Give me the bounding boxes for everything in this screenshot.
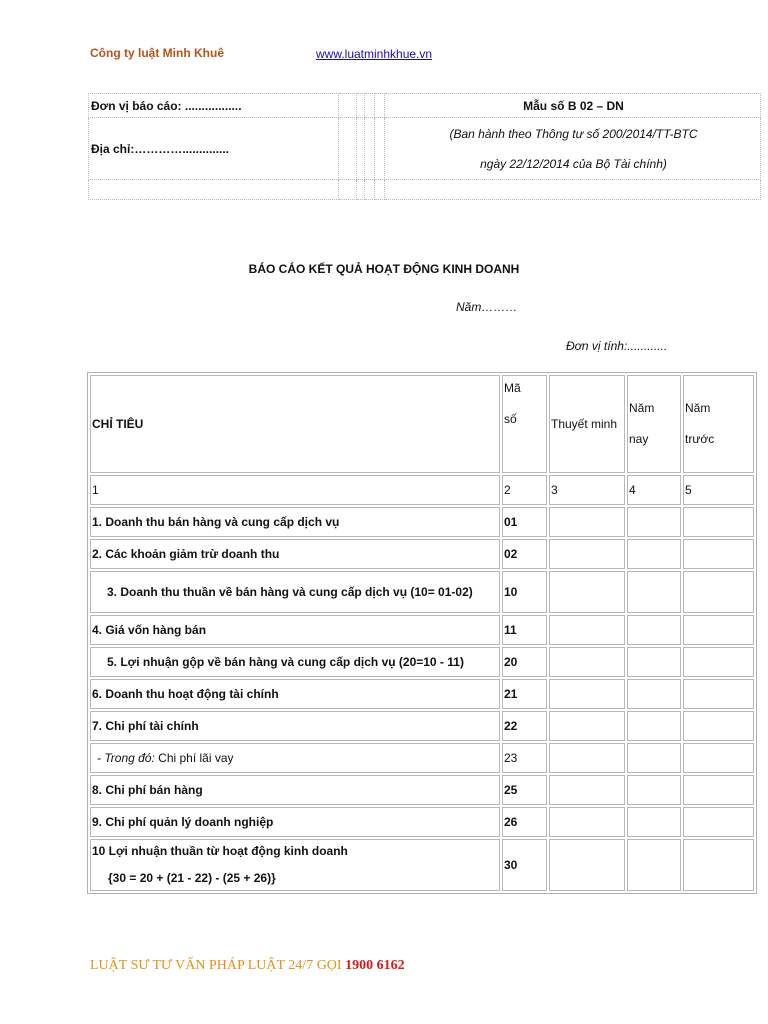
table-row: 6. Doanh thu hoạt động tài chính 21 xyxy=(90,679,754,709)
form-number: Mẫu số B 02 – DN xyxy=(385,94,761,118)
header-item: CHỈ TIÊU xyxy=(90,375,500,473)
table-row: 10 Lợi nhuận thuần từ hoạt động kinh doanh {30 = 20 + (21 - 22) - (25 + 26)} 30 xyxy=(90,839,754,891)
reporting-unit: Đơn vị báo cáo: ................. xyxy=(89,94,339,118)
company-name: Công ty luật Minh Khuê xyxy=(90,46,224,60)
table-row: 5. Lợi nhuận gộp về bán hàng và cung cấp dịch vụ (20=10 - 11) 20 xyxy=(90,647,754,677)
header-note: Thuyết minh xyxy=(549,375,625,473)
report-year: Năm……… xyxy=(456,300,518,314)
table-row: 9. Chi phí quản lý doanh nghiệp 26 xyxy=(90,807,754,837)
issued-line-2: ngày 22/12/2014 của Bộ Tài chính) xyxy=(480,156,667,171)
income-statement-table xyxy=(87,372,757,894)
issued-line-1: (Ban hành theo Thông tư số 200/2014/TT-BTC xyxy=(449,126,698,141)
table-row: 3. Doanh thu thuần về bán hàng và cung cấp dịch vụ (10= 01-02) 10 xyxy=(90,571,754,613)
header-this-year: Năm nay xyxy=(627,375,681,473)
column-number-row: 1 2 3 4 5 xyxy=(90,475,754,505)
footer-phone[interactable]: 1900 6162 xyxy=(345,958,405,973)
table-row: 2. Các khoản giảm trừ doanh thu 02 xyxy=(90,539,754,569)
address: Địa chỉ:………….............. xyxy=(89,118,339,180)
table-row: 8. Chi phí bán hàng 25 xyxy=(90,775,754,805)
footer-hotline xyxy=(90,958,405,974)
report-title: BÁO CÁO KẾT QUẢ HOẠT ĐỘNG KINH DOANH xyxy=(248,262,520,276)
table-row: 7. Chi phí tài chính 22 xyxy=(90,711,754,741)
form-header-table xyxy=(88,93,761,200)
table-row: - Trong đó: Chi phí lãi vay 23 xyxy=(90,743,754,773)
header-code: Mã số xyxy=(502,375,547,473)
table-row: 1. Doanh thu bán hàng và cung cấp dịch vụ 01 xyxy=(90,507,754,537)
report-unit: Đơn vị tính:............ xyxy=(566,339,668,353)
table-row: 4. Giá vốn hàng bán 11 xyxy=(90,615,754,645)
website-link[interactable]: www.luatminhkhue.vn xyxy=(316,47,433,61)
issued-by xyxy=(385,118,761,180)
header-prev-year: Năm trước xyxy=(683,375,754,473)
footer-text: LUẬT SƯ TƯ VẤN PHÁP LUẬT 24/7 GỌI xyxy=(90,958,346,973)
